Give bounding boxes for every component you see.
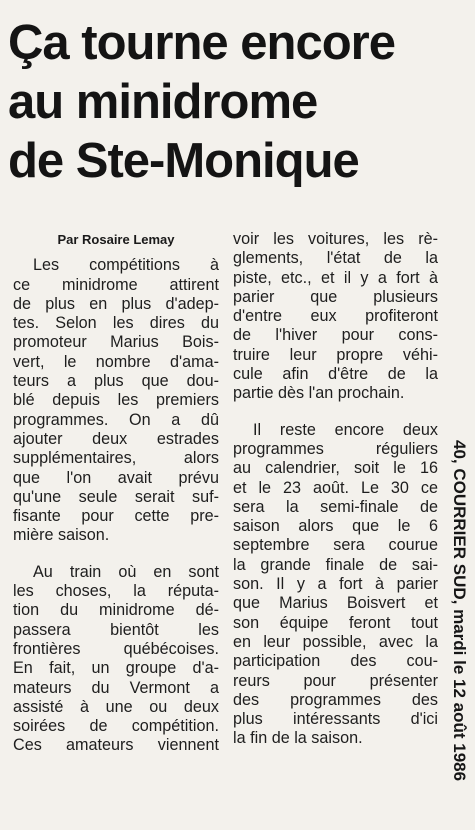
text-line: vert, le nombre d'ama- (13, 352, 219, 371)
text-line: tes. Selon les dires du (13, 314, 219, 333)
text-line: teurs a plus que dou- (13, 372, 219, 391)
text-line: ce minidrome attirent (13, 275, 219, 294)
article-column-left (13, 230, 219, 773)
text-line: qu'une seule serait suf- (13, 487, 219, 506)
text-line: que l'on avait prévu (13, 468, 219, 487)
text-line: En fait, un groupe d'a- (13, 659, 219, 678)
folio-text: 40, COURRIER SUD, mardi le 12 août 1986 (450, 440, 469, 782)
text-line: septembre sera courue (233, 536, 438, 555)
text-line: fisante pour cette pre- (13, 507, 219, 526)
headline-line-2: au minidrome (8, 75, 318, 129)
folio-dateline (449, 440, 471, 830)
text-line: participation des cou- (233, 652, 438, 671)
paragraph-3 (233, 230, 438, 404)
text-line: voir les voitures, les rè- (233, 230, 438, 248)
text-line: truire leur propre véhi- (233, 345, 438, 364)
text-line: de l'hiver pour cons- (233, 326, 438, 345)
text-line: passera bientôt les (13, 620, 219, 639)
text-line: et le 23 août. Le 30 ce (233, 478, 438, 497)
text-line: supplémentaires, alors (13, 449, 219, 468)
text-line: d'entre eux profiteront (233, 307, 438, 326)
text-line: parier que plusieurs (233, 287, 438, 306)
text-line: programmes. On a dû (13, 410, 219, 429)
text-line: blé depuis les premiers (13, 391, 219, 410)
text-line: Les compétitions à (33, 256, 219, 275)
text-line: Il reste encore deux (253, 420, 438, 439)
text-line: en leur possible, avec la (233, 632, 438, 651)
text-line: que Marius Boisvert et (233, 594, 438, 613)
text-line: de plus en plus d'adep- (13, 294, 219, 313)
text-line: mière saison. (13, 526, 110, 545)
text-line: la fin de la saison. (233, 729, 363, 748)
paragraph-4 (233, 421, 438, 749)
text-line: glements, l'état de la (233, 249, 438, 268)
text-line: promoteur Marius Bois- (13, 333, 219, 352)
text-line: sera la semi-finale de (233, 497, 438, 516)
column-gutter (226, 232, 227, 822)
text-line: Ces amateurs viennent (13, 736, 219, 755)
article-column-right (233, 230, 438, 766)
text-line: soirées de compétition. (13, 717, 219, 736)
headline-line-3: de Ste-Monique (8, 134, 359, 188)
text-line: les choses, la réputa- (13, 582, 219, 601)
text-line: des programmes des (233, 690, 438, 709)
text-line: au calendrier, soit le 16 (233, 459, 438, 478)
text-line: programmes réguliers (233, 439, 438, 458)
text-line: son équipe feront tout (233, 613, 438, 632)
text-line: son. Il y a fort à parier (233, 575, 438, 594)
paragraph-2 (13, 563, 219, 756)
text-line: ajouter deux estrades (13, 429, 219, 448)
paragraph-1 (13, 256, 219, 545)
text-line: partie dès l'an prochain. (233, 384, 405, 403)
text-line: piste, etc., et il y a fort à (233, 268, 438, 287)
headline (8, 14, 448, 191)
text-line: saison alors que le 6 (233, 517, 438, 536)
text-line: assisté à une ou deux (13, 697, 219, 716)
text-line: plus intéressants d'ici (233, 710, 438, 729)
headline-line-1: Ça tourne encore (8, 16, 395, 70)
text-line: Au train où en sont (33, 562, 219, 581)
text-line: cule afin d'être de la (233, 365, 438, 384)
text-line: frontières québécoises. (13, 639, 219, 658)
text-line: mateurs du Vermont a (13, 678, 219, 697)
byline: Par Rosaire Lemay (57, 232, 175, 247)
text-line: tion du minidrome dé- (13, 601, 219, 620)
text-line: la grande finale de sai- (233, 555, 438, 574)
text-line: reurs pour présenter (233, 671, 438, 690)
